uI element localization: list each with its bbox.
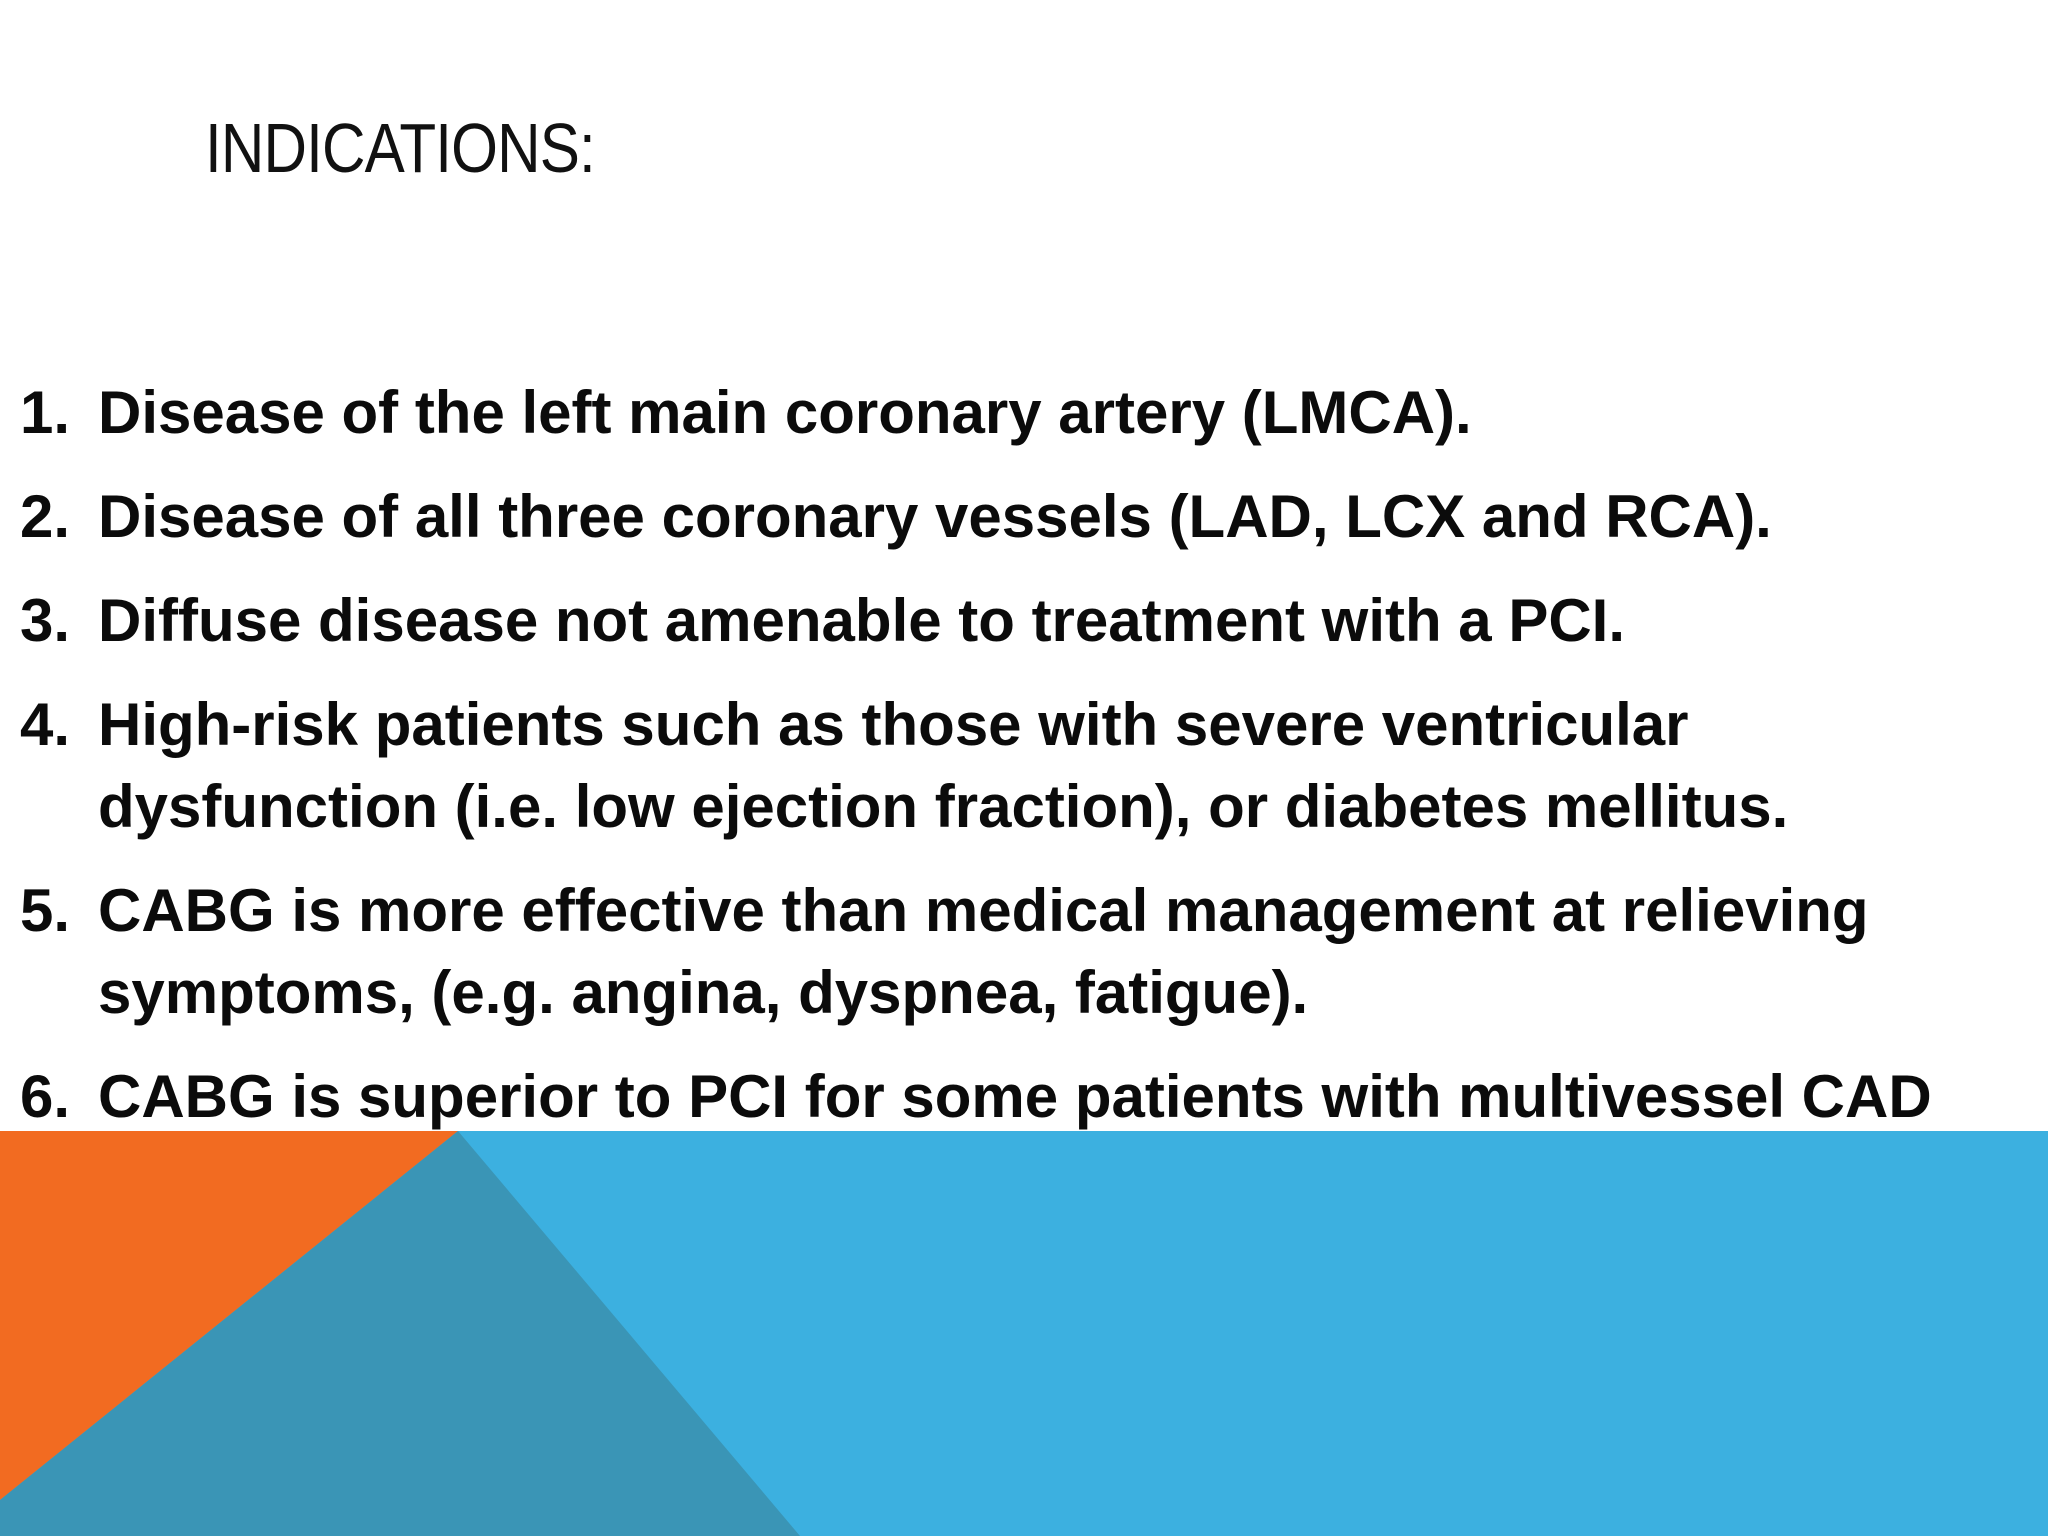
item-text: Disease of all three coronary vessels (LAD, LCX and RCA). [98, 483, 1772, 550]
list-item [20, 1056, 2040, 1138]
list-item [20, 684, 2040, 848]
item-text: CABG is superior to PCI for some patients with multivessel CAD [98, 1063, 1932, 1130]
list-item [20, 476, 2040, 558]
list-item [20, 580, 2040, 662]
item-text: Disease of the left main coronary artery (LMCA). [98, 379, 1472, 446]
item-number: 5. [20, 877, 71, 944]
item-text: CABG is more effective than medical management at relieving symptoms, (e.g. angina, dyspnea, fatigue). [98, 877, 1869, 1026]
item-number: 6. [20, 1063, 71, 1130]
item-number: 4. [20, 691, 71, 758]
item-text: High-risk patients such as those with severe ventricular dysfunction (i.e. low ejection fraction), or diabetes mellitus. [98, 691, 1789, 840]
list-item [20, 372, 2040, 454]
item-number: 1. [20, 379, 71, 446]
item-number: 2. [20, 483, 71, 550]
list-item [20, 870, 2040, 1034]
item-number: 3. [20, 587, 71, 654]
item-text: Diffuse disease not amenable to treatment with a PCI. [98, 587, 1626, 654]
indications-list [20, 372, 2040, 1160]
slide-title: INDICATIONS: [205, 109, 595, 187]
